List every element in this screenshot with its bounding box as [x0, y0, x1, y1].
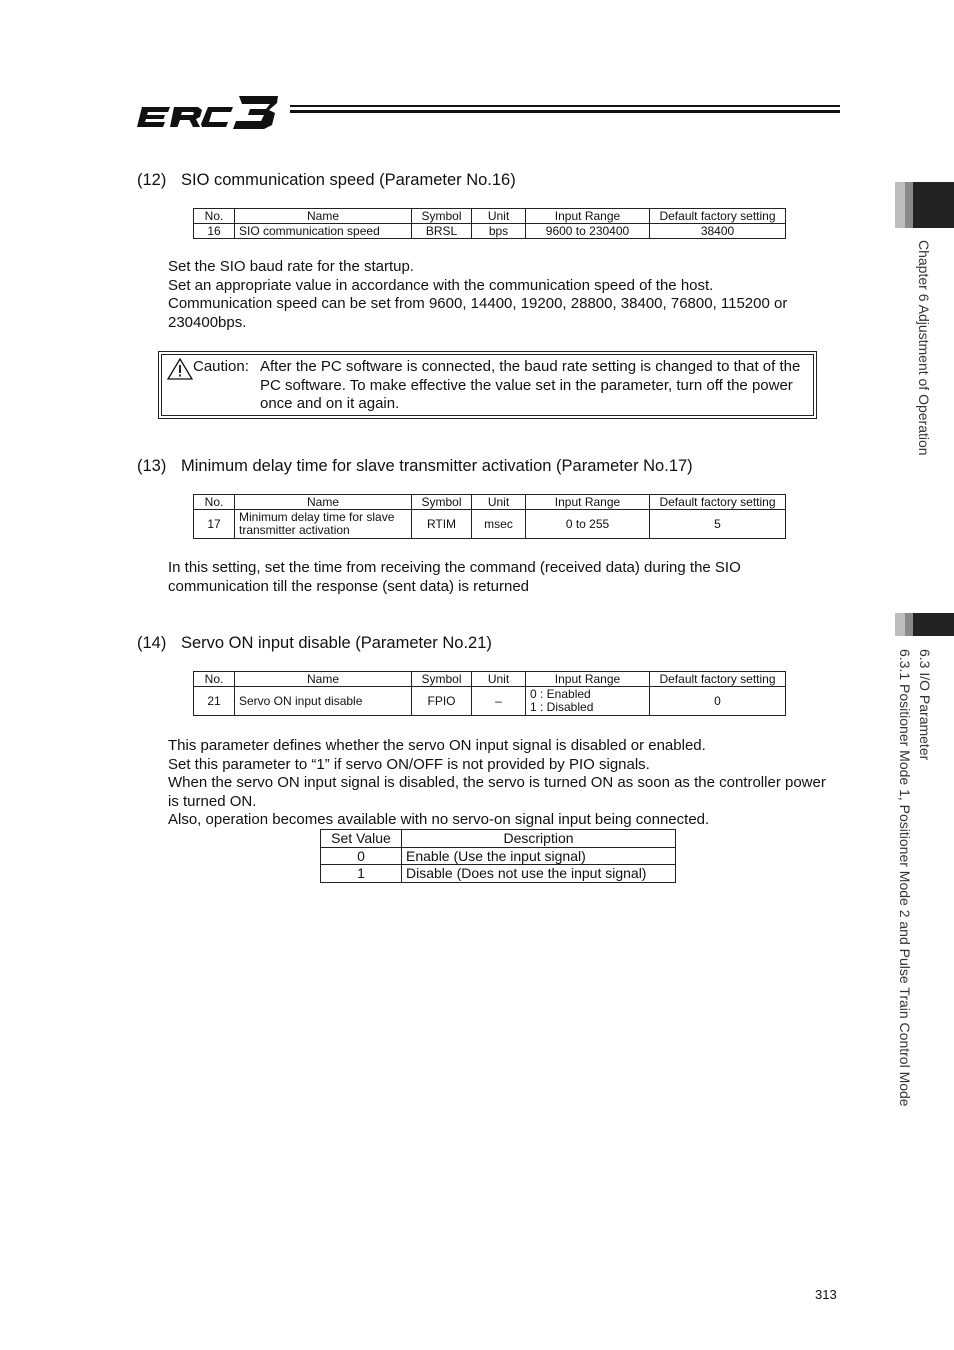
chapter-tab-marker	[895, 182, 954, 228]
cell-no: 21	[194, 687, 235, 716]
paragraph: In this setting, set the time from receiving the command (received data) during the SIO communication till the response (sent data) is returned	[168, 559, 741, 595]
table-header-row	[321, 830, 676, 848]
cell-default: 0	[650, 687, 786, 716]
page-number: 313	[815, 1287, 837, 1302]
header-cell: Name	[235, 495, 412, 510]
header-cell: Name	[235, 209, 412, 224]
header-cell: No.	[194, 495, 235, 510]
cell-symbol: RTIM	[412, 510, 472, 539]
header-cell: Input Range	[526, 209, 650, 224]
section-14-heading	[137, 634, 492, 653]
header-cell: Set Value	[321, 830, 402, 848]
section-13-body	[168, 559, 838, 596]
subsection-side-label: 6.3.1 Positioner Mode 1, Positioner Mode 2 and Pulse Train Control Mode	[897, 649, 913, 1107]
paragraph: Communication speed can be set from 9600, 14400, 19200, 28800, 38400, 76800, 115200 or 230400bps.	[168, 295, 788, 331]
section-12-body	[168, 258, 838, 332]
cell-input-range	[526, 687, 650, 716]
cell-name: Minimum delay time for slave transmitter activation	[235, 510, 412, 539]
range-option: 0 : Enabled	[530, 687, 591, 701]
cell-default: 5	[650, 510, 786, 539]
set-value-table	[320, 829, 676, 883]
range-option: 1 : Disabled	[530, 700, 594, 714]
section-title: Servo ON input disable (Parameter No.21)	[181, 634, 492, 652]
cell-input-range: 0 to 255	[526, 510, 650, 539]
section-number: (14)	[137, 634, 167, 652]
table-row	[321, 847, 676, 865]
header-cell: Unit	[472, 209, 526, 224]
section-14-body	[168, 737, 838, 830]
table-row	[194, 224, 786, 239]
warning-triangle-icon	[167, 358, 193, 380]
table-row	[321, 865, 676, 883]
header-cell: Symbol	[412, 672, 472, 687]
caution-box	[158, 351, 817, 419]
cell-description: Enable (Use the input signal)	[402, 847, 676, 865]
section-side-label: 6.3 I/O Parameter	[917, 649, 933, 761]
header-rule-bottom	[290, 110, 840, 113]
cell-set-value: 1	[321, 865, 402, 883]
cell-no: 17	[194, 510, 235, 539]
paragraph: Set the SIO baud rate for the startup.	[168, 258, 414, 275]
cell-unit: bps	[472, 224, 526, 239]
header-cell: Input Range	[526, 495, 650, 510]
header-cell: Description	[402, 830, 676, 848]
parameter-16-table	[193, 208, 786, 239]
header-cell: Symbol	[412, 495, 472, 510]
section-12-heading	[137, 171, 516, 190]
header-cell: Unit	[472, 495, 526, 510]
cell-description: Disable (Does not use the input signal)	[402, 865, 676, 883]
cell-input-range: 9600 to 230400	[526, 224, 650, 239]
parameter-21-table	[193, 671, 786, 716]
cell-no: 16	[194, 224, 235, 239]
section-tab-marker	[895, 613, 954, 636]
cell-symbol: FPIO	[412, 687, 472, 716]
header-cell: Name	[235, 672, 412, 687]
header-cell: Default factory setting	[650, 672, 786, 687]
erc3-logo	[136, 94, 281, 130]
cell-unit: msec	[472, 510, 526, 539]
chapter-side-label: Chapter 6 Adjustment of Operation	[916, 240, 932, 456]
table-row	[194, 687, 786, 716]
paragraph: Set an appropriate value in accordance with the communication speed of the host.	[168, 276, 714, 294]
header-cell: No.	[194, 209, 235, 224]
section-number: (12)	[137, 171, 167, 189]
paragraph: Set this parameter to “1” if servo ON/OFF is not provided by PIO signals.	[168, 755, 650, 773]
cell-default: 38400	[650, 224, 786, 239]
header-cell: Unit	[472, 672, 526, 687]
cell-unit: –	[472, 687, 526, 716]
paragraph: This parameter defines whether the servo ON input signal is disabled or enabled.	[168, 737, 706, 754]
header-cell: No.	[194, 672, 235, 687]
table-header-row	[194, 495, 786, 510]
paragraph: When the servo ON input signal is disabled, the servo is turned ON as soon as the controller power is turned ON.	[168, 774, 826, 810]
paragraph: Also, operation becomes available with no servo-on signal input being connected.	[168, 811, 710, 828]
header-rule-top	[290, 105, 840, 107]
table-header-row	[194, 209, 786, 224]
cell-symbol: BRSL	[412, 224, 472, 239]
section-title: Minimum delay time for slave transmitter activation (Parameter No.17)	[181, 457, 693, 475]
section-number: (13)	[137, 457, 167, 475]
section-title: SIO communication speed (Parameter No.16)	[181, 171, 516, 189]
caution-label: Caution:	[193, 358, 249, 375]
cell-name: Servo ON input disable	[235, 687, 412, 716]
header-cell: Default factory setting	[650, 209, 786, 224]
header-cell: Input Range	[526, 672, 650, 687]
caution-text: After the PC software is connected, the baud rate setting is changed to that of the PC software. To make effective the value set in the parameter, turn off the power once and on it again.	[260, 358, 801, 412]
table-row	[194, 510, 786, 539]
header-cell: Symbol	[412, 209, 472, 224]
table-header-row	[194, 672, 786, 687]
cell-set-value: 0	[321, 847, 402, 865]
parameter-17-table	[193, 494, 786, 539]
section-13-heading	[137, 457, 693, 476]
header-cell: Default factory setting	[650, 495, 786, 510]
cell-name: SIO communication speed	[235, 224, 412, 239]
